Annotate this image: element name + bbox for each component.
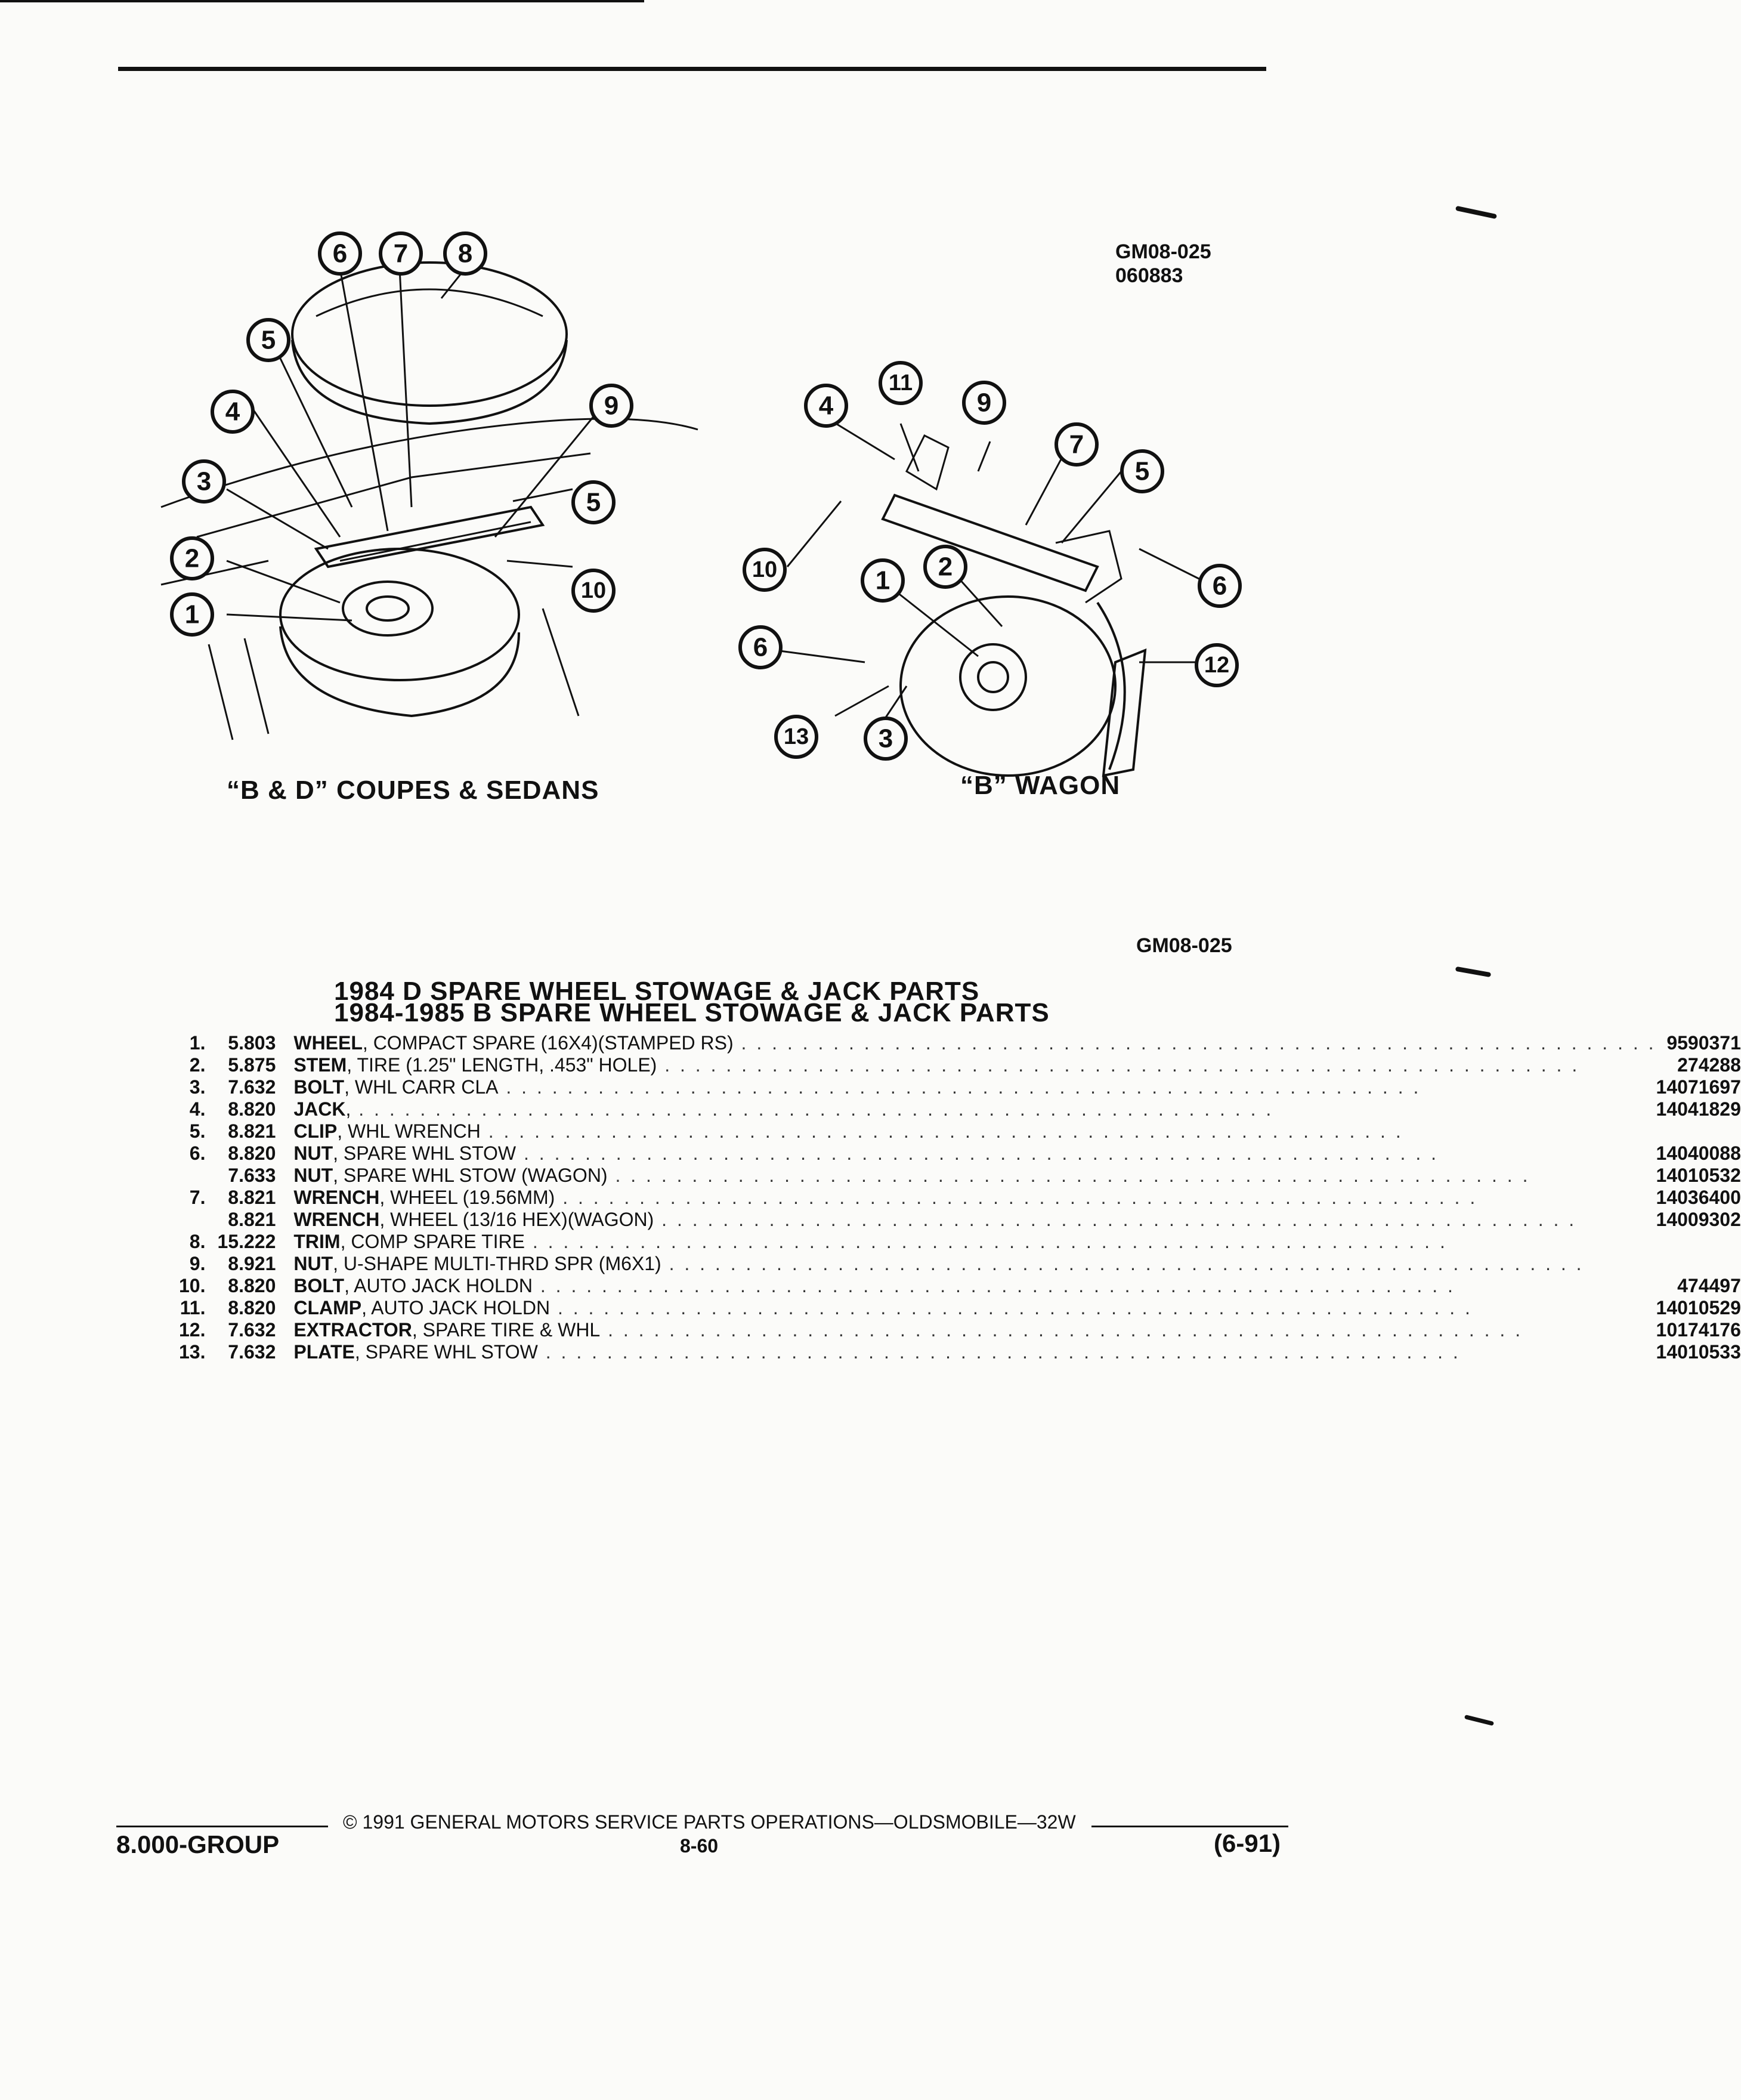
- wagon-callout-6: [740, 627, 781, 668]
- svg-text:6: 6: [1212, 571, 1227, 601]
- leader-dots: . . . . . . . . . . . . . . . . . . . . . . . . . . . . . . . . . . . . . . . . . . . . . . . . . . . . . . . . . . . .: [351, 1098, 1274, 1120]
- part-number: 9590371: [1666, 1032, 1741, 1054]
- coupes-sedans-illustration: [161, 227, 698, 764]
- section-id: GM08-025: [1136, 934, 1232, 957]
- callout-2: [172, 538, 212, 579]
- part-description: [293, 1142, 1656, 1165]
- parts-table: [179, 1032, 1741, 1363]
- group-code: 8.821: [228, 1120, 276, 1142]
- wagon-callout-10: [744, 549, 785, 590]
- svg-text:4: 4: [225, 397, 240, 427]
- part-name: CLIP: [293, 1120, 338, 1142]
- item-number: 3.: [189, 1076, 206, 1098]
- leader-dots: . . . . . . . . . . . . . . . . . . . . . . . . . . . . . . . . . . . . . . . . . . . . . . . . . . . . . . . . . . . .: [600, 1319, 1523, 1341]
- svg-text:1: 1: [875, 566, 890, 595]
- part-name: EXTRACTOR: [293, 1319, 412, 1341]
- group-code: 8.820: [228, 1297, 276, 1318]
- footer-rule-left: [116, 1826, 328, 1827]
- item-number: 4.: [189, 1098, 206, 1120]
- part-description: [293, 1187, 1656, 1209]
- table-row: [179, 1297, 1741, 1319]
- part-detail: , U-SHAPE MULTI-THRD SPR (M6X1): [333, 1253, 661, 1274]
- section-title-1: 1984 D SPARE WHEEL STOWAGE & JACK PARTS: [334, 977, 980, 1006]
- part-description: [293, 1341, 1656, 1363]
- jack-drawing: [316, 507, 543, 567]
- margin-mark: [1464, 1715, 1494, 1726]
- part-name: TRIM: [293, 1231, 341, 1252]
- item-number: 12.: [179, 1319, 206, 1341]
- group-code: 5.875: [228, 1054, 276, 1076]
- leader-dots: . . . . . . . . . . . . . . . . . . . . . . . . . . . . . . . . . . . . . . . . . . . . . . . . . . . . . . . . . . . .: [607, 1165, 1530, 1186]
- svg-text:6: 6: [332, 239, 348, 268]
- leader-dots: . . . . . . . . . . . . . . . . . . . . . . . . . . . . . . . . . . . . . . . . . . . . . . . . . . . . . . . . . . . .: [657, 1054, 1580, 1076]
- group-code: 8.821: [228, 1187, 276, 1208]
- part-detail: , WHEEL (19.56MM): [379, 1187, 555, 1208]
- part-name: NUT: [293, 1253, 333, 1274]
- callout-9: [591, 385, 632, 426]
- group-code: 7.632: [228, 1076, 276, 1098]
- wagon-callout-7: [1056, 424, 1097, 465]
- svg-text:5: 5: [261, 325, 276, 355]
- section-title-2: 1984-1985 B SPARE WHEEL STOWAGE & JACK PARTS: [334, 998, 1050, 1027]
- callout-5: [248, 320, 289, 360]
- part-description: [293, 1054, 1656, 1076]
- leader-dots: . . . . . . . . . . . . . . . . . . . . . . . . . . . . . . . . . . . . . . . . . . . . . . . . . . . . . . . . . . . .: [661, 1253, 1584, 1274]
- group-code: 8.821: [228, 1209, 276, 1230]
- item-number: [179, 1209, 217, 1231]
- part-detail: , TIRE (1.25" LENGTH, .453" HOLE): [347, 1054, 657, 1076]
- part-name: CLAMP: [293, 1297, 362, 1318]
- part-description: [293, 1319, 1656, 1341]
- margin-mark: [1455, 966, 1491, 977]
- item-number: 8.: [189, 1231, 206, 1252]
- part-number: 14040088: [1656, 1142, 1741, 1164]
- item-number: 2.: [189, 1054, 206, 1076]
- part-description: [293, 1253, 1656, 1275]
- svg-text:6: 6: [753, 632, 768, 662]
- table-row: [179, 1209, 1741, 1231]
- part-detail: , WHEEL (13/16 HEX)(WAGON): [379, 1209, 654, 1230]
- svg-text:2: 2: [184, 543, 200, 573]
- leader-dots: . . . . . . . . . . . . . . . . . . . . . . . . . . . . . . . . . . . . . . . . . . . . . . . . . . . . . . . . . . . .: [524, 1231, 1448, 1252]
- table-row: [179, 1231, 1741, 1253]
- table-row: [179, 1032, 1741, 1054]
- wagon-spare-tire-drawing: [901, 597, 1115, 776]
- part-description: [293, 1231, 1656, 1253]
- part-description: [293, 1098, 1656, 1120]
- table-row: [179, 1341, 1741, 1363]
- wagon-callout-2: [925, 546, 966, 587]
- group-code: 15.222: [217, 1231, 276, 1252]
- wagon-callout-12: [1196, 645, 1237, 685]
- tire-top-drawing: [292, 262, 567, 406]
- item-number: 6.: [189, 1142, 206, 1164]
- callout-10: [573, 570, 614, 611]
- callout-1: [172, 594, 212, 635]
- svg-text:11: 11: [888, 370, 913, 396]
- part-number: [1656, 1231, 1741, 1253]
- leader-dots: . . . . . . . . . . . . . . . . . . . . . . . . . . . . . . . . . . . . . . . . . . . . . . . . . . . . . . . . . . . .: [733, 1032, 1656, 1054]
- part-detail: , SPARE WHL STOW (WAGON): [333, 1165, 608, 1186]
- svg-text:10: 10: [752, 557, 778, 582]
- margin-mark: [1455, 206, 1497, 219]
- part-detail: , COMPACT SPARE (16X4)(STAMPED RS): [362, 1032, 734, 1054]
- part-description: [293, 1165, 1656, 1187]
- part-description: [293, 1076, 1656, 1098]
- footer-rule-right: [1091, 1826, 1288, 1827]
- part-description: [293, 1120, 1656, 1142]
- table-row: [179, 1187, 1741, 1209]
- part-number: [1656, 1253, 1741, 1275]
- group-code: 8.820: [228, 1098, 276, 1120]
- header-rule: [118, 67, 1266, 71]
- part-number: 14009302: [1656, 1209, 1741, 1230]
- table-row: [179, 1142, 1741, 1165]
- footer-copyright: © 1991 GENERAL MOTORS SERVICE PARTS OPERATIONS—OLDSMOBILE—32W: [343, 1811, 1076, 1833]
- table-row: [179, 1076, 1741, 1098]
- part-number: 14010529: [1656, 1297, 1741, 1318]
- group-code: 8.820: [228, 1275, 276, 1296]
- callout-8: [445, 233, 485, 274]
- table-row: [179, 1054, 1741, 1076]
- part-number: [1656, 1120, 1741, 1142]
- leader-dots: . . . . . . . . . . . . . . . . . . . . . . . . . . . . . . . . . . . . . . . . . . . . . . . . . . . . . . . . . . . .: [516, 1142, 1439, 1164]
- wagon-callout-5: [1122, 451, 1162, 492]
- table-row: [179, 1120, 1741, 1142]
- item-number: 5.: [189, 1120, 206, 1142]
- callout-6: [320, 233, 360, 274]
- item-number: 7.: [189, 1187, 206, 1208]
- leader-dots: . . . . . . . . . . . . . . . . . . . . . . . . . . . . . . . . . . . . . . . . . . . . . . . . . . . . . . . . . . . .: [480, 1120, 1403, 1142]
- part-detail: , COMP SPARE TIRE: [340, 1231, 525, 1252]
- figure-id: GM08-025: [1115, 240, 1211, 263]
- table-row: [179, 1319, 1741, 1341]
- table-row: [179, 1253, 1741, 1275]
- svg-text:7: 7: [393, 239, 409, 268]
- footer-page-number: 8-60: [680, 1835, 719, 1857]
- svg-text:9: 9: [976, 388, 992, 418]
- group-code: 7.633: [228, 1165, 276, 1186]
- group-code: 8.921: [228, 1253, 276, 1274]
- svg-text:2: 2: [938, 552, 953, 582]
- wagon-callout-1: [862, 560, 903, 601]
- wagon-callout-9: [964, 382, 1004, 423]
- part-name: NUT: [293, 1142, 333, 1164]
- svg-text:13: 13: [783, 724, 809, 749]
- right-caption: “B” WAGON: [960, 771, 1121, 800]
- svg-text:3: 3: [878, 724, 893, 753]
- group-code: 7.632: [228, 1319, 276, 1341]
- svg-text:7: 7: [1069, 430, 1084, 459]
- left-leaders: [227, 268, 602, 620]
- part-name: BOLT: [293, 1076, 345, 1098]
- table-row: [179, 1165, 1741, 1187]
- part-number: 14010533: [1656, 1341, 1741, 1363]
- part-detail: , SPARE TIRE & WHL: [412, 1319, 601, 1341]
- part-name: NUT: [293, 1165, 333, 1186]
- part-number: 14010532: [1656, 1165, 1741, 1186]
- wagon-callout-11: [880, 363, 921, 403]
- svg-text:8: 8: [457, 239, 473, 268]
- wagon-callout-3: [865, 718, 906, 759]
- leader-dots: . . . . . . . . . . . . . . . . . . . . . . . . . . . . . . . . . . . . . . . . . . . . . . . . . . . . . . . . . . . .: [654, 1209, 1577, 1230]
- group-code: 7.632: [228, 1341, 276, 1363]
- part-name: WHEEL: [293, 1032, 363, 1054]
- left-caption: “B & D” COUPES & SEDANS: [227, 776, 599, 805]
- wagon-jack-drawing: [883, 495, 1097, 591]
- part-detail: , AUTO JACK HOLDN: [361, 1297, 551, 1318]
- part-name: WRENCH: [293, 1187, 380, 1208]
- item-number: [179, 1165, 217, 1187]
- group-code: 8.820: [228, 1142, 276, 1164]
- figure-date-code: 060883: [1115, 264, 1183, 287]
- wagon-illustration: [728, 352, 1300, 782]
- part-number: 14036400: [1656, 1187, 1741, 1208]
- leader-dots: . . . . . . . . . . . . . . . . . . . . . . . . . . . . . . . . . . . . . . . . . . . . . . . . . . . . . . . . . . . .: [537, 1341, 1461, 1363]
- wagon-callout-13: [776, 717, 817, 757]
- leader-dots: . . . . . . . . . . . . . . . . . . . . . . . . . . . . . . . . . . . . . . . . . . . . . . . . . . . . . . . . . . . .: [550, 1297, 1473, 1318]
- item-number: 1.: [189, 1032, 206, 1054]
- svg-text:5: 5: [586, 487, 601, 517]
- part-description: [293, 1032, 1656, 1054]
- part-name: PLATE: [293, 1341, 355, 1363]
- part-detail: ,: [345, 1098, 351, 1120]
- callout-7: [381, 233, 421, 274]
- part-detail: , SPARE WHL STOW: [333, 1142, 517, 1164]
- part-number: 10174176: [1656, 1319, 1741, 1341]
- part-detail: , SPARE WHL STOW: [354, 1341, 538, 1363]
- part-description: [293, 1209, 1656, 1231]
- svg-text:4: 4: [818, 391, 834, 421]
- table-row: [179, 1275, 1741, 1297]
- svg-text:12: 12: [1204, 653, 1230, 678]
- part-name: STEM: [293, 1054, 347, 1076]
- wagon-callout-4: [806, 385, 846, 426]
- part-number: 474497: [1677, 1275, 1741, 1296]
- part-number: 274288: [1677, 1054, 1741, 1076]
- part-number: 14041829: [1656, 1098, 1741, 1120]
- item-number: 10.: [179, 1275, 206, 1296]
- svg-text:10: 10: [580, 578, 607, 603]
- item-number: 9.: [189, 1253, 206, 1274]
- wagon-callout-6b: [1199, 566, 1240, 606]
- svg-text:3: 3: [196, 467, 212, 496]
- callout-5b: [573, 482, 614, 523]
- leader-dots: . . . . . . . . . . . . . . . . . . . . . . . . . . . . . . . . . . . . . . . . . . . . . . . . . . . . . . . . . . . .: [498, 1076, 1421, 1098]
- figure-id-block: [1115, 240, 1211, 288]
- part-detail: , AUTO JACK HOLDN: [344, 1275, 533, 1296]
- part-name: JACK: [293, 1098, 346, 1120]
- part-name: BOLT: [293, 1275, 345, 1296]
- part-description: [293, 1275, 1656, 1297]
- callout-3: [184, 461, 224, 502]
- leader-dots: . . . . . . . . . . . . . . . . . . . . . . . . . . . . . . . . . . . . . . . . . . . . . . . . . . . . . . . . . . . .: [533, 1275, 1455, 1296]
- part-detail: , WHL WRENCH: [337, 1120, 481, 1142]
- footer-group: 8.000-GROUP: [116, 1830, 280, 1858]
- leader-dots: . . . . . . . . . . . . . . . . . . . . . . . . . . . . . . . . . . . . . . . . . . . . . . . . . . . . . . . . . . . .: [555, 1187, 1478, 1208]
- top-edge-line: [0, 0, 644, 2]
- footer-date: (6-91): [1214, 1829, 1281, 1857]
- group-code: 5.803: [228, 1032, 276, 1054]
- part-description: [293, 1297, 1656, 1319]
- table-row: [179, 1098, 1741, 1120]
- svg-text:9: 9: [604, 391, 619, 421]
- item-number: 13.: [179, 1341, 206, 1363]
- callout-4: [212, 391, 253, 432]
- svg-text:1: 1: [184, 600, 200, 629]
- part-number: 14071697: [1656, 1076, 1741, 1098]
- part-name: WRENCH: [293, 1209, 380, 1230]
- svg-text:5: 5: [1134, 456, 1150, 486]
- spare-tire-drawing: [280, 549, 519, 680]
- item-number: 11.: [180, 1297, 206, 1318]
- part-detail: , WHL CARR CLA: [344, 1076, 499, 1098]
